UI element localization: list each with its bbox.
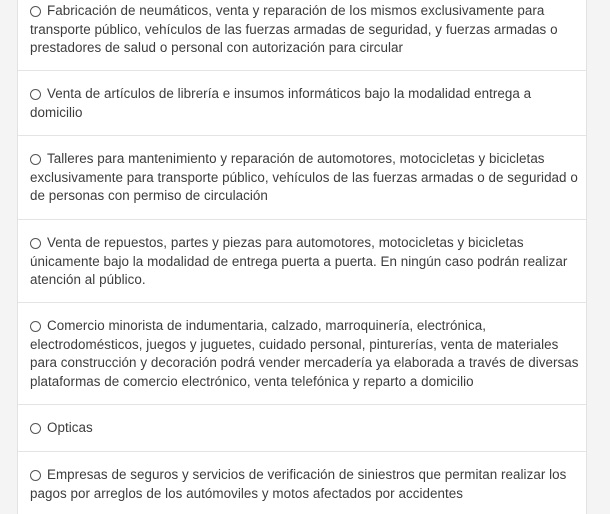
poll-option-libreria[interactable] [18,71,586,136]
option-label: Talleres para mantenimiento y reparación de automotores, motocicletas y bicicletas exclusivamente para transporte público, vehículos de las fuerzas armadas o de seguridad o de personas con permiso de circulación [30,151,578,204]
poll-option-opticas[interactable] [18,405,586,452]
option-label: Venta de repuestos, partes y piezas para automotores, motocicletas y bicicletas únicamente bajo la modalidad de entrega puerta a puerta. En ningún caso podrán realizar atención al público. [30,235,568,288]
poll-options-list [17,0,587,514]
poll-option-comercio-minorista[interactable] [18,303,586,405]
poll-option-neumaticos[interactable] [18,0,586,71]
poll-option-repuestos[interactable] [18,220,586,303]
option-label: Venta de artículos de librería e insumos informáticos bajo la modalidad entrega a domicilio [30,86,532,120]
poll-option-talleres[interactable] [18,136,586,220]
option-label: Empresas de seguros y servicios de verificación de siniestros que permitan realizar los pagos por arreglos de los autómoviles y motos afectados por accidentes [30,467,567,501]
option-label: Opticas [47,420,93,435]
option-label: Fabricación de neumáticos, venta y reparación de los mismos exclusivamente para transporte público, vehículos de las fuerzas armadas de seguridad, y fuerzas armadas o prestadores de salud o personal con autorización para circular [30,3,558,56]
poll-option-seguros[interactable] [18,452,586,514]
option-label: Comercio minorista de indumentaria, calzado, marroquinería, electrónica, electrodomésticos, juegos y juguetes, cuidado personal, pinturerías, venta de materiales para construcción y decoración podrá vender mercadería ya elaborada a través de diversas plataformas de comercio electrónico, venta telefónica y reparto a domicilio [30,318,579,389]
